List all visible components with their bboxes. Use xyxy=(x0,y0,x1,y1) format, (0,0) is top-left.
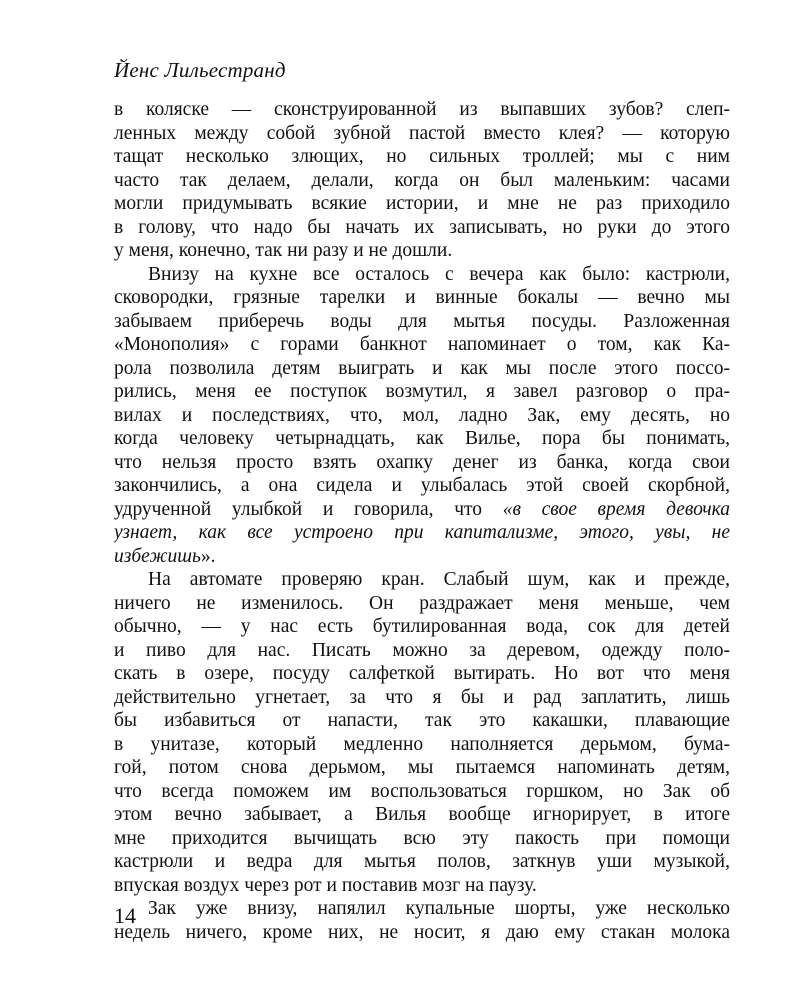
text-line: кастрюли и ведра для мытья полов, заткнув уши музыкой, xyxy=(114,851,730,872)
text-line: бы избавиться от напасти, так это какашки, плавающие xyxy=(114,710,730,731)
paragraph-1 xyxy=(114,98,730,263)
paragraph-2 xyxy=(114,263,730,569)
text-line: Внизу на кухне все осталось с вечера как было: кастрюли, xyxy=(148,263,730,285)
italic-quote: избежишь xyxy=(114,545,201,567)
text-line: действительно угнетает, за что я бы и рад заплатить, лишь xyxy=(114,686,730,708)
text-line: рились, меня ее поступок возмутил, я завел разговор о пра- xyxy=(114,381,730,402)
text-line: забываем приберечь воды для мытья посуды. Разложенная xyxy=(114,310,730,332)
text-line: часто так делаем, делали, когда он был маленьким: часами xyxy=(114,169,730,191)
text-line: и пиво для нас. Писать можно за деревом, одежду поло- xyxy=(114,639,730,661)
text-line: скать в озере, посуду салфеткой вытирать. Но вот что меня xyxy=(114,663,730,684)
text-line: в унитазе, который медленно наполняется дерьмом, бума- xyxy=(114,733,730,755)
text-line: «Монополия» с горами банкнот напоминает о том, как Ка- xyxy=(114,334,730,355)
text-segment: удрученной улыбкой и говорила, что xyxy=(114,498,503,520)
text-line: что всегда поможем им воспользоваться горшком, но Зак об xyxy=(114,780,730,802)
paragraph-3 xyxy=(114,568,730,897)
text-line: На автомате проверяю кран. Слабый шум, как и прежде, xyxy=(148,569,730,590)
page-number: 14 xyxy=(114,903,136,928)
text-line: мне приходится вычищать всю эту пакость при помощи xyxy=(114,827,730,849)
text-line: когда человеку четырнадцать, как Вилье, пора бы понимать, xyxy=(114,428,730,449)
text-line: Зак уже внизу, напялил купальные шорты, уже несколько xyxy=(148,898,730,919)
text-line: гой, потом снова дерьмом, мы пытаемся напоминать детям, xyxy=(114,757,730,778)
text-line: могли придумывать всякие истории, и мне не раз приходило xyxy=(114,193,730,214)
text-line: что нельзя просто взять охапку денег из банка, когда свои xyxy=(114,451,730,473)
text-line: в голову, что надо бы начать их записывать, но руки до этого xyxy=(114,216,730,238)
text-line: в коляске — сконструированной из выпавших зубов? слеп- xyxy=(114,99,730,120)
text-line xyxy=(114,498,730,522)
text-line: обычно, — у нас есть бутилированная вода, сок для детей xyxy=(114,616,730,637)
text-line: впуская воздух через рот и поставив мозг на паузу. xyxy=(114,874,537,896)
page-body xyxy=(114,98,730,944)
text-line: этом вечно забывает, а Вилья вообще игнорирует, в итоге xyxy=(114,804,730,825)
italic-quote-line: узнает, как все устроено при капитализме, этого, увы, не xyxy=(114,522,730,543)
italic-quote: «в свое время девочка xyxy=(502,498,730,520)
text-line: вилах и последствиях, что, мол, ладно Зак, ему десять, но xyxy=(114,404,730,426)
paragraph-4 xyxy=(114,897,730,944)
text-line: недель ничего, кроме них, не носит, я даю ему стакан молока xyxy=(114,921,730,943)
text-line xyxy=(114,545,730,569)
text-line: ничего не изменилось. Он раздражает меня меньше, чем xyxy=(114,592,730,614)
text-line: тащат несколько злющих, но сильных троллей; мы с ним xyxy=(114,146,730,167)
text-line: сковородки, грязные тарелки и винные бокалы — вечно мы xyxy=(114,287,730,308)
text-line: закончились, а она сидела и улыбалась этой своей скорбной, xyxy=(114,475,730,496)
text-line: у меня, конечно, так ни разу и не дошли. xyxy=(114,240,453,261)
text-line: ленных между собой зубной пастой вместо клея? — которую xyxy=(114,122,730,144)
running-head: Йенс Лильестранд xyxy=(114,58,286,82)
text-segment: ». xyxy=(200,545,216,567)
text-line: рола позволила детям выиграть и как мы после этого поссо- xyxy=(114,357,730,379)
